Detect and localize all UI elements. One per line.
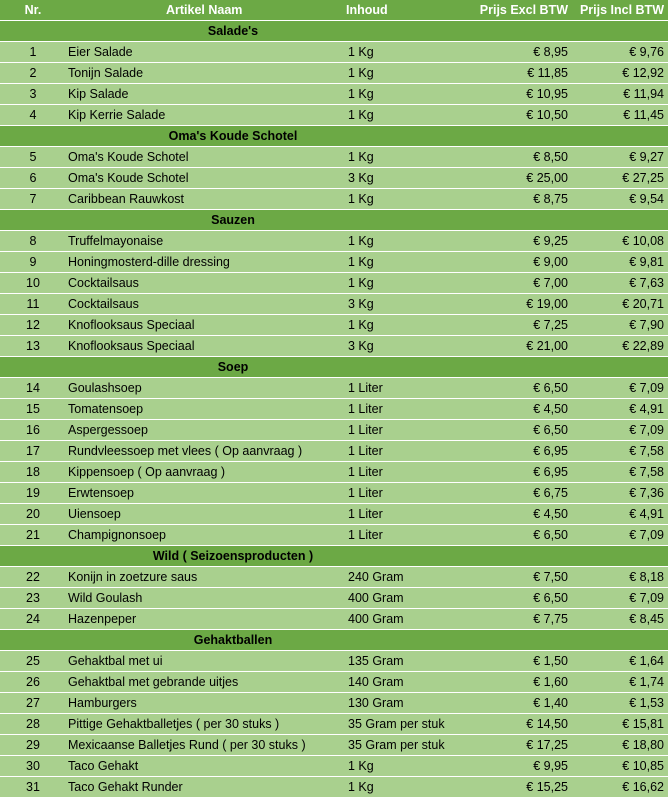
cell-inhoud: 1 Kg (346, 63, 466, 84)
cell-inhoud: 140 Gram (346, 672, 466, 693)
cell-inhoud: 240 Gram (346, 567, 466, 588)
table-row (0, 504, 668, 525)
cell-prijs-incl: € 18,80 (572, 735, 668, 756)
table-row (0, 588, 668, 609)
cell-artikel-naam: Taco Gehakt Runder (66, 777, 346, 798)
cell-nr: 25 (0, 651, 66, 672)
cell-artikel-naam: Rundvleessoep met vlees ( Op aanvraag ) (66, 441, 346, 462)
table-row (0, 147, 668, 168)
cell-prijs-incl: € 7,58 (572, 462, 668, 483)
header-artikel-naam: Artikel Naam (66, 0, 346, 21)
cell-nr: 31 (0, 777, 66, 798)
table-row (0, 336, 668, 357)
table-row (0, 567, 668, 588)
cell-prijs-incl: € 15,81 (572, 714, 668, 735)
table-row (0, 63, 668, 84)
cell-nr: 7 (0, 189, 66, 210)
cell-prijs-excl: € 10,50 (466, 105, 572, 126)
cell-artikel-naam: Honingmosterd-dille dressing (66, 252, 346, 273)
cell-artikel-naam: Truffelmayonaise (66, 231, 346, 252)
cell-artikel-naam: Kippensoep ( Op aanvraag ) (66, 462, 346, 483)
cell-artikel-naam: Kip Salade (66, 84, 346, 105)
header-prijs-incl: Prijs Incl BTW (572, 0, 668, 21)
cell-artikel-naam: Caribbean Rauwkost (66, 189, 346, 210)
cell-prijs-incl: € 11,94 (572, 84, 668, 105)
cell-prijs-excl: € 7,50 (466, 567, 572, 588)
cell-inhoud: 135 Gram (346, 651, 466, 672)
cell-inhoud: 1 Kg (346, 105, 466, 126)
cell-inhoud: 1 Kg (346, 315, 466, 336)
section-title: Soep (0, 357, 466, 378)
cell-inhoud: 1 Liter (346, 504, 466, 525)
header-inhoud: Inhoud (346, 0, 466, 21)
cell-artikel-naam: Uiensoep (66, 504, 346, 525)
cell-nr: 29 (0, 735, 66, 756)
cell-artikel-naam: Wild Goulash (66, 588, 346, 609)
cell-inhoud: 400 Gram (346, 609, 466, 630)
section-title: Oma's Koude Schotel (0, 126, 466, 147)
cell-nr: 21 (0, 525, 66, 546)
cell-prijs-excl: € 19,00 (466, 294, 572, 315)
cell-artikel-naam: Cocktailsaus (66, 273, 346, 294)
cell-artikel-naam: Tonijn Salade (66, 63, 346, 84)
cell-inhoud: 1 Liter (346, 420, 466, 441)
cell-artikel-naam: Aspergessoep (66, 420, 346, 441)
cell-inhoud: 3 Kg (346, 294, 466, 315)
cell-prijs-excl: € 8,95 (466, 42, 572, 63)
header-row (0, 0, 668, 21)
table-row (0, 189, 668, 210)
cell-inhoud: 3 Kg (346, 168, 466, 189)
cell-prijs-incl: € 10,08 (572, 231, 668, 252)
section-title: Wild ( Seizoensproducten ) (0, 546, 466, 567)
table-row (0, 714, 668, 735)
cell-prijs-incl: € 7,90 (572, 315, 668, 336)
cell-nr: 18 (0, 462, 66, 483)
cell-prijs-incl: € 11,45 (572, 105, 668, 126)
cell-prijs-incl: € 7,09 (572, 420, 668, 441)
table-row (0, 420, 668, 441)
cell-artikel-naam: Gehaktbal met ui (66, 651, 346, 672)
cell-prijs-incl: € 1,64 (572, 651, 668, 672)
cell-inhoud: 1 Liter (346, 483, 466, 504)
cell-nr: 14 (0, 378, 66, 399)
cell-artikel-naam: Oma's Koude Schotel (66, 168, 346, 189)
cell-inhoud: 1 Liter (346, 378, 466, 399)
cell-prijs-excl: € 10,95 (466, 84, 572, 105)
table-row (0, 462, 668, 483)
cell-prijs-excl: € 9,95 (466, 756, 572, 777)
cell-inhoud: 400 Gram (346, 588, 466, 609)
cell-inhoud: 1 Kg (346, 147, 466, 168)
cell-nr: 17 (0, 441, 66, 462)
cell-nr: 3 (0, 84, 66, 105)
cell-artikel-naam: Gehaktbal met gebrande uitjes (66, 672, 346, 693)
cell-artikel-naam: Oma's Koude Schotel (66, 147, 346, 168)
cell-prijs-excl: € 1,40 (466, 693, 572, 714)
cell-nr: 23 (0, 588, 66, 609)
cell-prijs-incl: € 1,53 (572, 693, 668, 714)
table-row (0, 315, 668, 336)
section-filler (466, 21, 668, 42)
cell-prijs-excl: € 6,75 (466, 483, 572, 504)
cell-artikel-naam: Erwtensoep (66, 483, 346, 504)
cell-nr: 13 (0, 336, 66, 357)
cell-prijs-excl: € 17,25 (466, 735, 572, 756)
table-row (0, 231, 668, 252)
table-row (0, 105, 668, 126)
cell-prijs-incl: € 8,45 (572, 609, 668, 630)
cell-inhoud: 1 Kg (346, 231, 466, 252)
cell-artikel-naam: Konijn in zoetzure saus (66, 567, 346, 588)
cell-nr: 19 (0, 483, 66, 504)
section-filler (466, 546, 668, 567)
cell-inhoud: 1 Kg (346, 84, 466, 105)
section-header-row (0, 546, 668, 567)
cell-prijs-excl: € 7,75 (466, 609, 572, 630)
cell-inhoud: 35 Gram per stuk (346, 735, 466, 756)
cell-artikel-naam: Cocktailsaus (66, 294, 346, 315)
cell-inhoud: 1 Kg (346, 273, 466, 294)
section-header-row (0, 21, 668, 42)
cell-nr: 30 (0, 756, 66, 777)
cell-artikel-naam: Hamburgers (66, 693, 346, 714)
cell-inhoud: 1 Liter (346, 441, 466, 462)
cell-artikel-naam: Champignonsoep (66, 525, 346, 546)
cell-prijs-incl: € 22,89 (572, 336, 668, 357)
cell-prijs-incl: € 12,92 (572, 63, 668, 84)
cell-prijs-incl: € 20,71 (572, 294, 668, 315)
cell-prijs-incl: € 16,62 (572, 777, 668, 798)
cell-prijs-excl: € 4,50 (466, 399, 572, 420)
cell-prijs-incl: € 7,09 (572, 525, 668, 546)
table-row (0, 273, 668, 294)
table-body (0, 21, 668, 798)
cell-prijs-excl: € 6,50 (466, 525, 572, 546)
cell-prijs-incl: € 4,91 (572, 504, 668, 525)
table-row (0, 651, 668, 672)
cell-artikel-naam: Knoflooksaus Speciaal (66, 336, 346, 357)
cell-artikel-naam: Mexicaanse Balletjes Rund ( per 30 stuks ) (66, 735, 346, 756)
cell-prijs-incl: € 7,58 (572, 441, 668, 462)
cell-prijs-excl: € 15,25 (466, 777, 572, 798)
cell-prijs-excl: € 25,00 (466, 168, 572, 189)
cell-inhoud: 1 Liter (346, 462, 466, 483)
section-header-row (0, 357, 668, 378)
table-row (0, 252, 668, 273)
cell-prijs-incl: € 8,18 (572, 567, 668, 588)
cell-nr: 8 (0, 231, 66, 252)
cell-nr: 6 (0, 168, 66, 189)
cell-prijs-excl: € 1,60 (466, 672, 572, 693)
section-title: Sauzen (0, 210, 466, 231)
cell-inhoud: 1 Liter (346, 525, 466, 546)
section-filler (466, 357, 668, 378)
cell-nr: 12 (0, 315, 66, 336)
cell-artikel-naam: Pittige Gehaktballetjes ( per 30 stuks ) (66, 714, 346, 735)
cell-nr: 28 (0, 714, 66, 735)
cell-prijs-excl: € 8,75 (466, 189, 572, 210)
table-row (0, 609, 668, 630)
cell-prijs-incl: € 10,85 (572, 756, 668, 777)
cell-nr: 26 (0, 672, 66, 693)
table-row (0, 294, 668, 315)
cell-prijs-incl: € 9,54 (572, 189, 668, 210)
cell-inhoud: 130 Gram (346, 693, 466, 714)
cell-inhoud: 1 Liter (346, 399, 466, 420)
section-header-row (0, 210, 668, 231)
table-row (0, 399, 668, 420)
table-row (0, 42, 668, 63)
cell-prijs-excl: € 7,00 (466, 273, 572, 294)
cell-nr: 5 (0, 147, 66, 168)
cell-inhoud: 35 Gram per stuk (346, 714, 466, 735)
cell-prijs-excl: € 7,25 (466, 315, 572, 336)
cell-inhoud: 1 Kg (346, 42, 466, 63)
cell-prijs-excl: € 21,00 (466, 336, 572, 357)
cell-nr: 2 (0, 63, 66, 84)
section-filler (466, 630, 668, 651)
table-row (0, 777, 668, 798)
table-row (0, 672, 668, 693)
table-row (0, 693, 668, 714)
cell-inhoud: 3 Kg (346, 336, 466, 357)
table-row (0, 735, 668, 756)
cell-nr: 22 (0, 567, 66, 588)
cell-prijs-excl: € 8,50 (466, 147, 572, 168)
section-header-row (0, 126, 668, 147)
section-filler (466, 210, 668, 231)
cell-artikel-naam: Taco Gehakt (66, 756, 346, 777)
cell-prijs-incl: € 7,36 (572, 483, 668, 504)
cell-inhoud: 1 Kg (346, 189, 466, 210)
cell-artikel-naam: Kip Kerrie Salade (66, 105, 346, 126)
table-row (0, 525, 668, 546)
table-row (0, 168, 668, 189)
cell-nr: 1 (0, 42, 66, 63)
cell-nr: 10 (0, 273, 66, 294)
cell-nr: 11 (0, 294, 66, 315)
cell-prijs-excl: € 9,00 (466, 252, 572, 273)
cell-inhoud: 1 Kg (346, 756, 466, 777)
cell-prijs-excl: € 6,50 (466, 588, 572, 609)
section-filler (466, 126, 668, 147)
cell-prijs-excl: € 1,50 (466, 651, 572, 672)
cell-prijs-incl: € 4,91 (572, 399, 668, 420)
cell-nr: 4 (0, 105, 66, 126)
cell-artikel-naam: Eier Salade (66, 42, 346, 63)
table-row (0, 756, 668, 777)
cell-artikel-naam: Tomatensoep (66, 399, 346, 420)
cell-prijs-excl: € 6,50 (466, 378, 572, 399)
cell-artikel-naam: Goulashsoep (66, 378, 346, 399)
section-header-row (0, 630, 668, 651)
table-row (0, 84, 668, 105)
header-prijs-excl: Prijs Excl BTW (466, 0, 572, 21)
cell-prijs-incl: € 9,81 (572, 252, 668, 273)
cell-prijs-excl: € 4,50 (466, 504, 572, 525)
cell-prijs-excl: € 9,25 (466, 231, 572, 252)
section-title: Gehaktballen (0, 630, 466, 651)
table-row (0, 378, 668, 399)
section-title: Salade's (0, 21, 466, 42)
cell-nr: 15 (0, 399, 66, 420)
cell-prijs-incl: € 7,09 (572, 378, 668, 399)
cell-prijs-incl: € 9,76 (572, 42, 668, 63)
header-nr: Nr. (0, 0, 66, 21)
cell-prijs-incl: € 7,63 (572, 273, 668, 294)
cell-inhoud: 1 Kg (346, 777, 466, 798)
cell-artikel-naam: Knoflooksaus Speciaal (66, 315, 346, 336)
cell-prijs-excl: € 6,95 (466, 462, 572, 483)
cell-prijs-incl: € 1,74 (572, 672, 668, 693)
cell-artikel-naam: Hazenpeper (66, 609, 346, 630)
cell-prijs-incl: € 7,09 (572, 588, 668, 609)
cell-nr: 24 (0, 609, 66, 630)
cell-nr: 20 (0, 504, 66, 525)
cell-prijs-excl: € 14,50 (466, 714, 572, 735)
cell-prijs-incl: € 27,25 (572, 168, 668, 189)
cell-prijs-incl: € 9,27 (572, 147, 668, 168)
table-row (0, 441, 668, 462)
cell-nr: 16 (0, 420, 66, 441)
cell-prijs-excl: € 6,95 (466, 441, 572, 462)
cell-prijs-excl: € 11,85 (466, 63, 572, 84)
cell-nr: 9 (0, 252, 66, 273)
cell-inhoud: 1 Kg (346, 252, 466, 273)
cell-nr: 27 (0, 693, 66, 714)
cell-prijs-excl: € 6,50 (466, 420, 572, 441)
table-row (0, 483, 668, 504)
